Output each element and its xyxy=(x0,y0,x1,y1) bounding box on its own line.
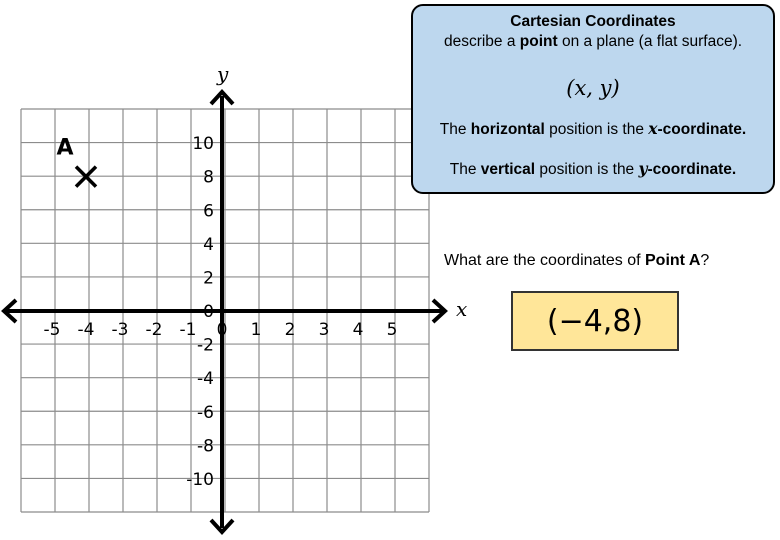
y-tick-label: 10 xyxy=(192,134,214,155)
definition-title: Cartesian Coordinates xyxy=(510,13,676,30)
plotted-points xyxy=(56,136,96,187)
y-tick-label: -10 xyxy=(186,469,214,490)
x-axis-label: x xyxy=(456,297,468,321)
x-tick-label: 0 xyxy=(216,320,228,340)
x-tick-label: 1 xyxy=(250,320,262,340)
y-tick-label: 2 xyxy=(203,268,214,289)
x-tick-label: 3 xyxy=(318,320,330,340)
x-tick-label: 5 xyxy=(386,320,398,340)
x-tick-label: -1 xyxy=(179,320,197,340)
definition-text: describe a point on a plane (a flat surface). xyxy=(443,33,743,50)
vertical-statement: The vertical position is the y-coordinate. xyxy=(449,159,737,178)
definition-panel xyxy=(411,4,775,194)
point-label: A xyxy=(56,135,74,161)
y-tick-label: -8 xyxy=(197,436,214,457)
y-axis-label: y xyxy=(217,62,229,86)
answer-box: (−4,8) xyxy=(511,291,679,351)
horizontal-statement: The horizontal position is the x-coordinate. xyxy=(439,119,747,138)
y-tick-label: 0 xyxy=(203,302,214,322)
coordinate-pair: (x, y) xyxy=(566,76,620,100)
y-tick-label: -6 xyxy=(197,402,214,423)
y-tick-label: 6 xyxy=(203,201,214,222)
x-tick-label: 2 xyxy=(284,320,296,340)
y-tick-label: -4 xyxy=(197,369,214,390)
x-tick-label: -2 xyxy=(145,320,163,340)
x-tick-label: 4 xyxy=(352,320,364,340)
x-tick-label: -5 xyxy=(43,320,61,340)
question-text: What are the coordinates of Point A? xyxy=(444,252,710,269)
x-tick-label: -4 xyxy=(77,320,95,340)
y-tick-label: 8 xyxy=(203,167,214,188)
x-tick-label: -3 xyxy=(111,320,129,340)
y-tick-label: 4 xyxy=(203,234,214,255)
y-tick-label: -2 xyxy=(197,335,214,356)
